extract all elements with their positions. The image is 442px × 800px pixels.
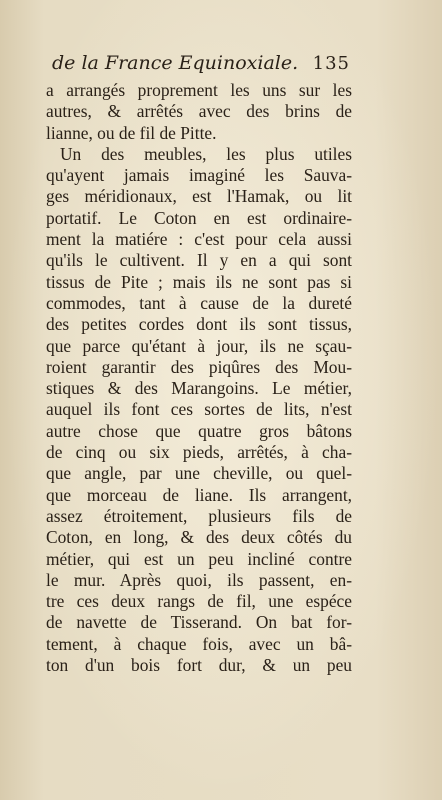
text-line: de navette de Tisserand. On bat for-: [46, 612, 352, 633]
text-line: de cinq ou six pieds, arrêtés, à cha-: [46, 442, 352, 463]
text-line: ment la matiére : c'est pour cela aussi: [46, 229, 352, 250]
text-line: auquel ils font ces sortes de lits, n'est: [46, 399, 352, 420]
text-line: commodes, tant à cause de la dureté: [46, 292, 352, 313]
text-line: Coton, en long, & des deux côtés du: [46, 527, 352, 548]
text-line: ton d'un bois fort dur, & un peu: [46, 655, 352, 676]
text-line: lianne, ou de fil de Pitte.: [46, 122, 217, 143]
body-text: [46, 80, 352, 676]
text-line: que angle, par une cheville, ou quel-: [46, 463, 352, 484]
text-line: des petites cordes dont ils sont tissus,: [46, 314, 352, 335]
text-line: a arrangés proprement les uns sur les: [46, 80, 352, 100]
text-line: assez étroitement, plusieurs fils de: [46, 505, 352, 526]
text-line: que morceau de liane. Ils arrangent,: [46, 484, 352, 505]
running-title: de la France Equinoxiale.: [52, 52, 299, 74]
page-number: 135: [312, 53, 350, 74]
text-line: tre ces deux rangs de fil, une espéce: [46, 591, 352, 612]
text-line: tement, à chaque fois, avec un bâ-: [46, 633, 352, 654]
text-line: que parce qu'étant à jour, ils ne sçau-: [46, 335, 352, 356]
text-line: autres, & arrêtés avec des brins de: [46, 101, 352, 122]
text-line: le mur. Après quoi, ils passent, en-: [46, 569, 352, 590]
text-line: Un des meubles, les plus utiles: [60, 143, 352, 164]
text-line: métier, qui est un peu incliné contre: [46, 548, 352, 569]
text-line: tissus de Pite ; mais ils ne sont pas si: [46, 271, 352, 292]
text-line: ges méridionaux, est l'Hamak, ou lit: [46, 186, 352, 207]
text-line: stiques & des Marangoins. Le métier,: [46, 378, 352, 399]
text-line: qu'ils le cultivent. Il y en a qui sont: [46, 250, 352, 271]
page-header: [52, 52, 350, 74]
text-line: autre chose que quatre gros bâtons: [46, 420, 352, 441]
text-line: qu'ayent jamais imaginé les Sauva-: [46, 165, 352, 186]
text-line: roient garantir des piqûres des Mou-: [46, 356, 352, 377]
text-line: portatif. Le Coton en est ordinaire-: [46, 207, 352, 228]
